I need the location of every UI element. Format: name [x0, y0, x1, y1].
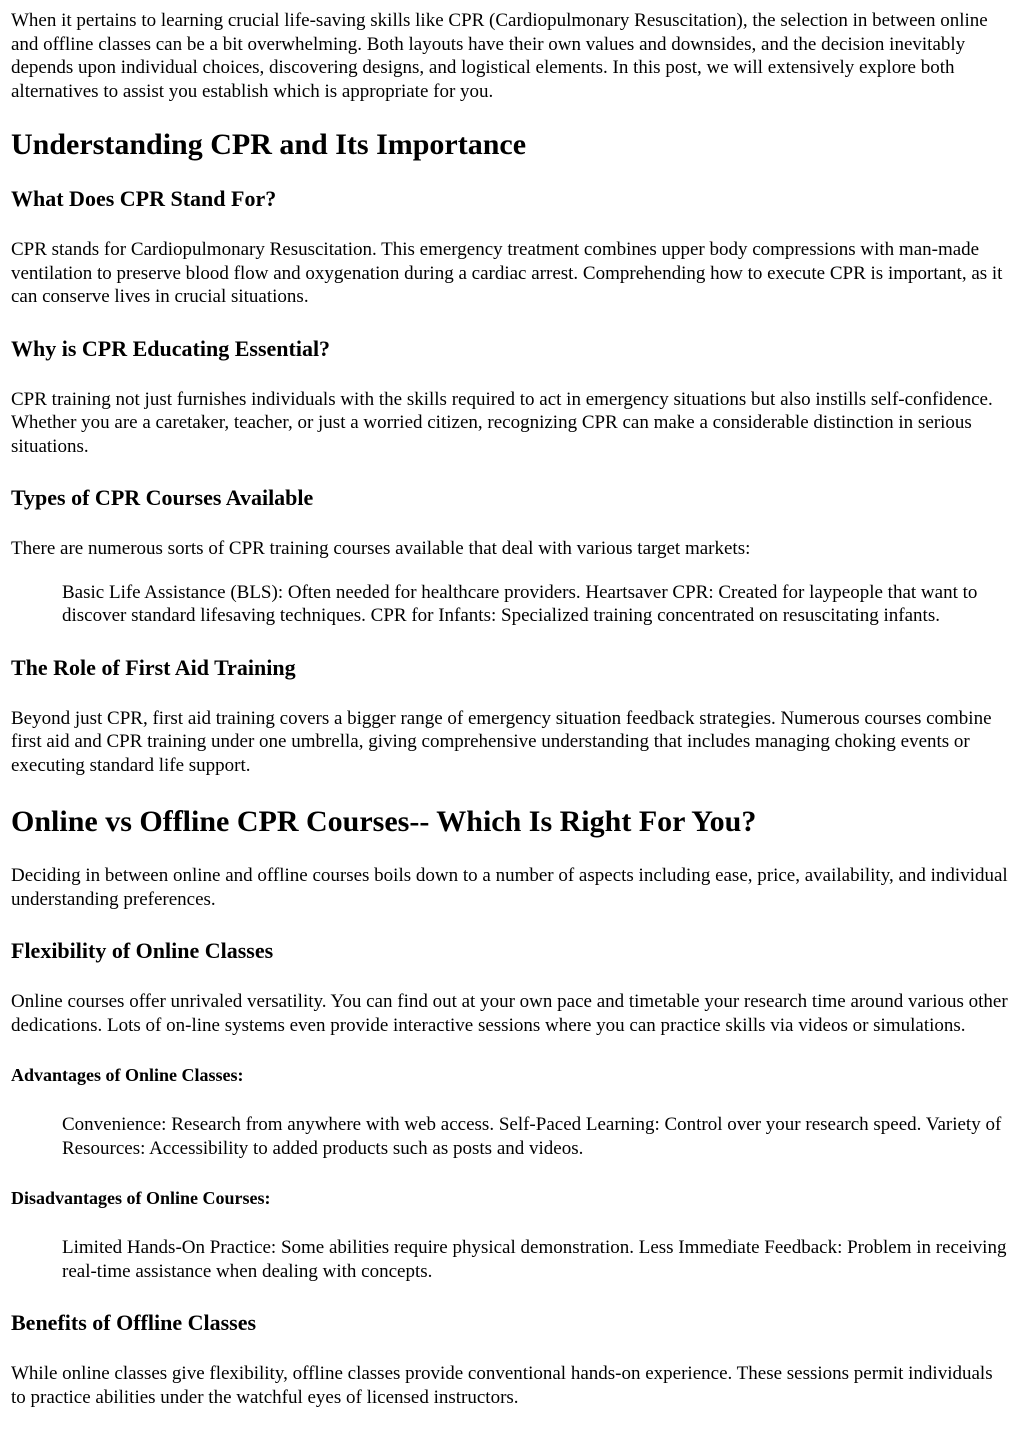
subheading-disadvantages-online: Disadvantages of Online Courses: [11, 1188, 271, 1208]
list-types-of-cpr-courses: Basic Life Assistance (BLS): Often needed for healthcare providers. Heartsaver CPR: Created for laypeople that want to discover standard lifesaving techniques. CPR for Infants: Specialized training concentrated on resuscitating infants. [62, 581, 978, 626]
paragraph-why-cpr-training: CPR training not just furnishes individuals with the skills required to act in emergency situations but also instills self-confidence. Whether you are a caretaker, teacher, or just a worried citizen, recognizing CPR can make a considerable distinction in serious situations. [11, 388, 993, 457]
subheading-advantages-online: Advantages of Online Classes: [11, 1065, 244, 1085]
paragraph-flexibility-online: Online courses offer unrivaled versatility. You can find out at your own pace and timetable your research time around various other dedications. Lots of on-line systems even provide interactive sessions where you can practice skills via videos or simulations. [11, 991, 1008, 1036]
subheading-first-aid-training: The Role of First Aid Training [11, 654, 296, 680]
paragraph-first-aid-training: Beyond just CPR, first aid training covers a bigger range of emergency situation feedback strategies. Numerous courses combine first aid and CPR training under one umbrella, giving comprehensive understanding that includes managing choking events or executing standard life support. [11, 707, 992, 776]
paragraph-online-vs-offline-intro: Deciding in between online and offline courses boils down to a number of aspects including ease, price, availability, and individual understanding preferences. [11, 865, 1008, 910]
list-disadvantages-online: Limited Hands-On Practice: Some abilities require physical demonstration. Less Immediate Feedback: Problem in receiving real-time assistance when dealing with concepts. [62, 1237, 1007, 1282]
subheading-what-cpr-stands-for: What Does CPR Stand For? [11, 186, 277, 211]
paragraph-benefits-offline: While online classes give flexibility, offline classes provide conventional hands-on experience. These sessions permit individuals to practice abilities under the watchful eyes of licensed instructors. [11, 1363, 993, 1408]
subheading-flexibility-online: Flexibility of Online Classes [11, 938, 274, 963]
subheading-types-of-cpr-courses: Types of CPR Courses Available [11, 485, 314, 510]
article [11, 9, 1011, 1409]
subheading-benefits-offline: Benefits of Offline Classes [11, 1310, 257, 1335]
paragraph-what-cpr-stands-for: CPR stands for Cardiopulmonary Resuscitation. This emergency treatment combines upper body compressions with man-made ventilation to preserve blood flow and oxygenation during a cardiac arrest. Comprehending how to execute CPR is important, as it can conserve lives in crucial situations. [11, 239, 1003, 307]
intro-paragraph: When it pertains to learning crucial life-saving skills like CPR (Cardiopulmonary Resuscitation), the selection in between online and offline classes can be a bit overwhelming. Both layouts have their own values and downsides, and the decision inevitably depends upon individual choices, discovering designs, and logistical elements. In this post, we will extensively explore both alternatives to assist you establish which is appropriate for you. [11, 10, 988, 102]
paragraph-types-of-cpr-courses: There are numerous sorts of CPR training courses available that deal with various target markets: [11, 538, 751, 559]
list-advantages-online: Convenience: Research from anywhere with web access. Self-Paced Learning: Control over your research speed. Variety of Resources: Accessibility to added products such as posts and videos. [62, 1114, 1002, 1159]
section-heading-understanding-cpr: Understanding CPR and Its Importance [11, 128, 527, 161]
section-heading-online-vs-offline: Online vs Offline CPR Courses-- Which Is Right For You? [11, 805, 757, 838]
subheading-why-cpr-training: Why is CPR Educating Essential? [11, 335, 331, 361]
